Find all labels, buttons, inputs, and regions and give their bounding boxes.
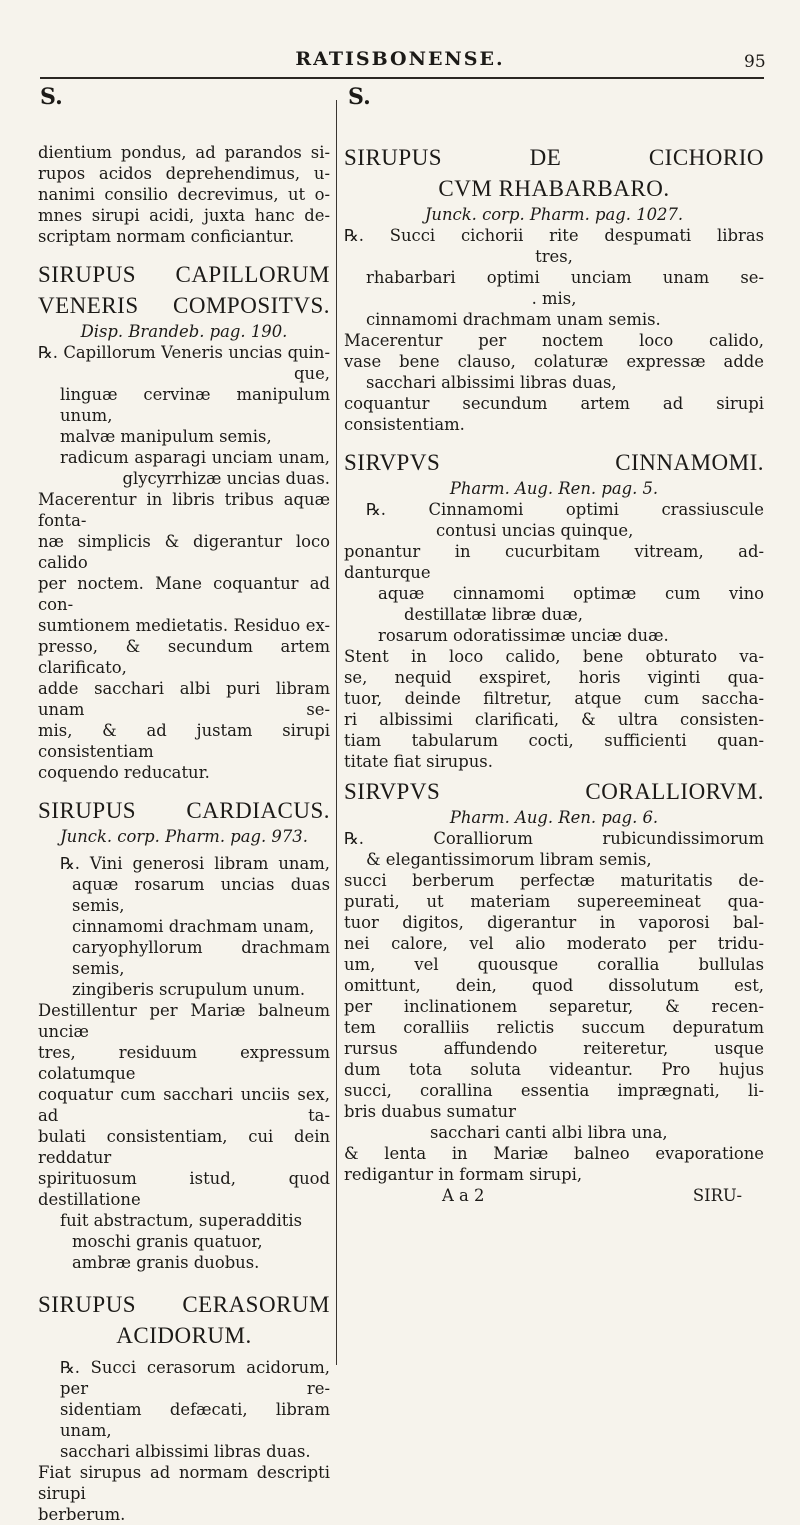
text-line: ℞. Succi cichorii rite despumati libras (344, 226, 764, 245)
text-line: per noctem. Mane coquantur ad con- (38, 574, 330, 614)
text-line: bris duabus sumatur (344, 1102, 516, 1121)
text-line: tuor digitos, digerantur in vaporosi bal- (344, 913, 764, 932)
text-line: rosarum odoratissimæ unciæ duæ. (378, 626, 669, 645)
text-line: ℞. Capillorum Veneris uncias quin- (38, 343, 330, 362)
text-line: sacchari albissimi libras duas. (60, 1442, 311, 1461)
text-line: titate fiat sirupus. (344, 752, 493, 771)
text-line: dientium pondus, ad parandos si- (38, 143, 330, 162)
text-line: moschi granis quatuor, (72, 1232, 263, 1251)
recipe-title: SIRUPUS DE CICHORIO (344, 145, 764, 170)
text-line: mis, & ad justam sirupi consistentiam (38, 721, 330, 761)
text-line: ℞. Cinnamomi optimi crassiuscule (366, 500, 764, 519)
text-line: purati, ut materiam supereemineat qua- (344, 892, 764, 911)
running-title: RATISBONENSE. (295, 48, 505, 70)
text-line: berberum. (38, 1505, 126, 1524)
text-line: fuit abstractum, superadditis (60, 1211, 303, 1230)
text-line: aquæ rosarum uncias duas semis, (72, 875, 330, 915)
recipe-source: Disp. Brandeb. pag. 190. (80, 322, 288, 341)
text-line: dum tota soluta videantur. Pro hujus (344, 1060, 764, 1079)
text-line: scriptam normam conficiantur. (38, 227, 295, 246)
text-line: sumtionem medietatis. Residuo ex- (38, 616, 330, 635)
recipe-source: Pharm. Aug. Ren. pag. 5. (449, 479, 659, 498)
text-line: um, vel quousque corallia bullulas (344, 955, 764, 974)
recipe-title: SIRUPUS CERASORUM (38, 1292, 330, 1317)
text-line: & elegantissimorum libram semis, (366, 850, 652, 869)
text-line: destillatæ libræ duæ, (404, 605, 583, 624)
text-line: glycyrrhizæ uncias duas. (122, 469, 330, 488)
recipe-title: SIRUPUS CAPILLORUM (38, 262, 330, 287)
recipe-title: SIRVPVS CORALLIORVM. (344, 779, 764, 804)
text-line: succi berberum perfectæ maturitatis de- (344, 871, 764, 890)
text-line: sacchari canti albi libra una, (430, 1123, 668, 1142)
left-column-letter: S. (40, 84, 63, 110)
text-line: rupos acidos deprehendimus, u- (38, 164, 330, 183)
text-line: tuor, deinde filtretur, atque cum saccha- (344, 689, 764, 708)
recipe-title: SIRUPUS CARDIACUS. (38, 798, 330, 823)
text-line: que, (294, 364, 330, 383)
page-footer (344, 1185, 764, 1206)
text-line: contusi uncias quinque, (436, 521, 634, 540)
text-line: tres, (535, 247, 573, 266)
text-line: linguæ cervinæ manipulum unum, (60, 385, 330, 425)
text-line: succi, corallina essentia imprægnati, li- (344, 1081, 764, 1100)
text-line: cinnamomi drachmam unam, (72, 917, 315, 936)
text-line: nei calore, vel alio moderato per tridu- (344, 934, 764, 953)
recipe-source: Pharm. Aug. Ren. pag. 6. (449, 808, 659, 827)
text-line: mnes sirupi acidi, juxta hanc de- (38, 206, 330, 225)
text-line: caryophyllorum drachmam semis, (72, 938, 330, 978)
text-line: rursus affundendo reiteretur, usque (344, 1039, 764, 1058)
text-line: coquantur secundum artem ad sirupi (344, 394, 764, 413)
recipe-title: VENERIS COMPOSITVS. (38, 293, 330, 318)
text-line: vase bene clauso, colaturæ expressæ adde (344, 352, 764, 371)
text-line: danturque (344, 563, 431, 582)
text-line: sacchari albissimi libras duas, (366, 373, 617, 392)
text-line: tem coralliis relictis succum depuratum (344, 1018, 764, 1037)
recipe-title: ACIDORUM. (116, 1323, 252, 1348)
text-line: ℞. Vini generosi libram unam, (60, 854, 330, 873)
text-line: redigantur in formam sirupi, (344, 1165, 583, 1184)
column-divider (336, 100, 337, 1365)
text-line: ℞. Coralliorum rubicundissimorum (344, 829, 764, 848)
text-line: adde sacchari albi puri libram unam se- (38, 679, 330, 719)
text-line: ri albissimi clarificati, & ultra consisten- (344, 710, 764, 729)
text-line: & lenta in Mariæ balneo evaporatione (344, 1144, 764, 1163)
recipe-source: Junck. corp. Pharm. pag. 1027. (424, 205, 684, 224)
text-line: omittunt, dein, quod dissolutum est, (344, 976, 764, 995)
text-line: bulati consistentiam, cui dein reddatur (38, 1127, 330, 1167)
text-line: presso, & secundum artem clarificato, (38, 637, 330, 677)
text-line: per inclinationem separetur, & recen- (344, 997, 764, 1016)
text-line: . mis, (531, 289, 577, 308)
text-line: coquendo reducatur. (38, 763, 210, 782)
right-column-letter: S. (348, 84, 371, 110)
text-line: ambræ granis duobus. (72, 1253, 260, 1272)
text-line: ℞. Succi cerasorum acidorum, per re- (60, 1358, 330, 1398)
text-line: tiam tabularum cocti, sufficienti quan- (344, 731, 764, 750)
text-line: spirituosum istud, quod destillatione (38, 1169, 330, 1209)
text-line: coquatur cum sacchari unciis sex, ad ta- (38, 1085, 330, 1125)
text-line: ponantur in cucurbitam vitream, ad- (344, 542, 764, 561)
text-line: Fiat sirupus ad normam descripti sirupi (38, 1463, 330, 1503)
text-line: radicum asparagi unciam unam, (60, 448, 330, 467)
text-line: aquæ cinnamomi optimæ cum vino (378, 584, 764, 603)
header-rule (40, 77, 764, 79)
right-column (344, 142, 764, 1206)
text-line: næ simplicis & digerantur loco calido (38, 532, 330, 572)
text-line: se, nequid exspiret, horis viginti qua- (344, 668, 764, 687)
recipe-title: CVM RHABARBARO. (438, 176, 670, 201)
recipe-source: Junck. corp. Pharm. pag. 973. (60, 827, 308, 846)
text-line: Macerentur in libris tribus aquæ fonta- (38, 490, 330, 530)
text-line: malvæ manipulum semis, (60, 427, 272, 446)
text-line: Destillentur per Mariæ balneum unciæ (38, 1001, 330, 1041)
page-number: 95 (744, 52, 766, 72)
text-line: zingiberis scrupulum unum. (72, 980, 306, 999)
left-column (38, 142, 330, 1525)
text-line: rhabarbari optimi unciam unam se- (366, 268, 764, 287)
catchword: SIRU- (692, 1186, 742, 1205)
text-line: Macerentur per noctem loco calido, (344, 331, 764, 350)
signature-mark: A a 2 (442, 1186, 485, 1205)
text-line: tres, residuum expressum colatumque (38, 1043, 330, 1083)
text-line: sidentiam defæcati, libram unam, (60, 1400, 330, 1440)
recipe-title: SIRVPVS CINNAMOMI. (344, 450, 764, 475)
text-line: consistentiam. (344, 415, 465, 434)
text-line: cinnamomi drachmam unam semis. (366, 310, 661, 329)
text-line: nanimi consilio decrevimus, ut o- (38, 185, 330, 204)
text-line: Stent in loco calido, bene obturato va- (344, 647, 764, 666)
